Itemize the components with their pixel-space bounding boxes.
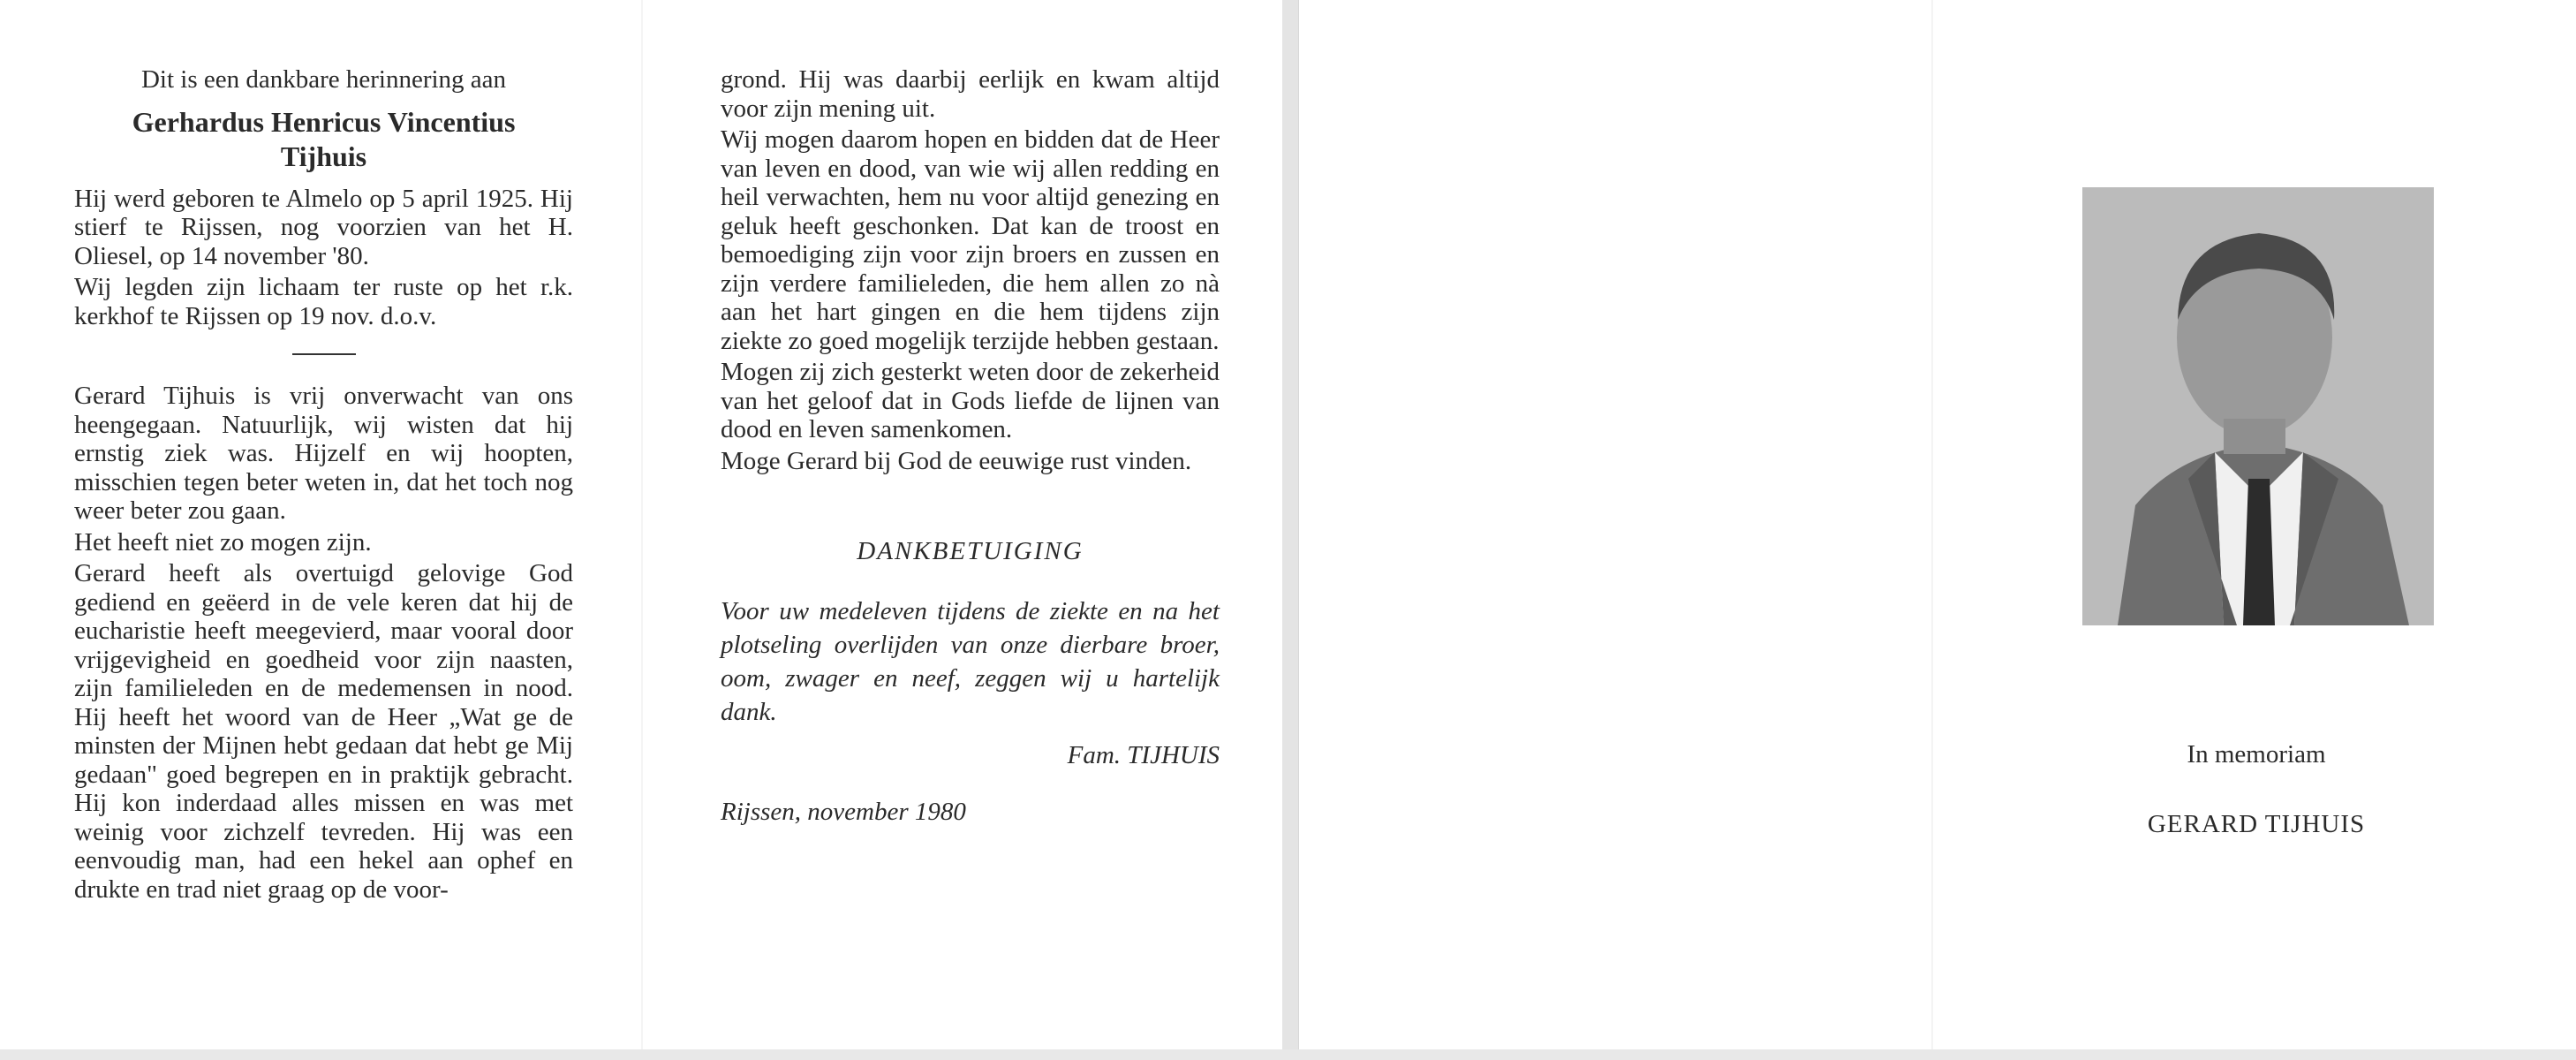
deceased-full-name xyxy=(74,105,573,174)
card-fold-outer xyxy=(1931,0,1933,1049)
divider-rule xyxy=(292,353,356,355)
eulogy-paragraph: grond. Hij was daarbij eerlijk en kwam altijd voor zijn mening uit. xyxy=(721,65,1220,123)
name-line-2: Tijhuis xyxy=(280,140,367,172)
eulogy-paragraph: Mogen zij zich gesterkt weten door de zekerheid van het geloof dat in Gods liefde de lijnen van dood en leven samenkomen. xyxy=(721,358,1220,443)
portrait-illustration xyxy=(2082,187,2434,625)
eulogy-paragraph: Gerard heeft als overtuigd gelovige God gediend en geëerd in de vele keren dat hij de eucharistie heeft meegevierd, maar vooral door vrijgevigheid en goedheid voor zijn naasten, zijn familieleden en de medemensen in nood. Hij heeft het woord van de Heer „Wat ge de minsten der Mijnen hebt gedaan dat hebt ge Mij gedaan" goed begrepen en in praktijk gebracht. Hij kon inderdaad alles missen en was met weinig voor zichzelf tevreden. Hij was een eenvoudig man, had een hekel aan ophef en drukte en trad niet graag op de voor- xyxy=(74,559,573,904)
burial-paragraph: Wij legden zijn lichaam ter ruste op het r.k. kerkhof te Rijssen op 19 nov. d.o.v. xyxy=(74,273,573,330)
eulogy-paragraph: Moge Gerard bij God de eeuwige rust vinden. xyxy=(721,446,1192,475)
eulogy-paragraph: Gerard Tijhuis is vrij onverwacht van ons heengegaan. Natuurlijk, wij wisten dat hij ernstig ziek was. Hijzelf en wij hoopten, misschien tegen beter weten in, dat het toch nog weer beter zou gaan. xyxy=(74,382,573,525)
memorial-text-column-right xyxy=(721,65,1220,829)
name-line-1: Gerhardus Henricus Vincentius xyxy=(132,105,516,138)
memorial-text-column-left xyxy=(74,65,573,906)
scan-bottom-edge xyxy=(0,1049,2576,1060)
scan-gap xyxy=(1282,0,1298,1060)
portrait-photo xyxy=(2082,187,2434,625)
thanks-heading: DANKBETUIGING xyxy=(857,537,1084,565)
in-memoriam-label: In memoriam xyxy=(2187,740,2326,768)
thanks-text: Voor uw medeleven tijdens de ziekte en na het plotseling overlijden van onze dierbare broer, oom, zwager en neef, zeggen wij u hartelijk dank. xyxy=(721,596,1220,726)
eulogy-paragraph: Wij mogen daarom hopen en bidden dat de Heer van leven en dood, van wie wij allen redding en heil verwachten, hem nu voor altijd genezing en geluk heeft geschonken. Dat kan de troost en bemoediging zijn voor zijn broers en zussen en zijn verdere familieleden, die hem allen zo nà aan het hart gingen en die hem tijdens zijn ziekte zo goed mogelijk terzijde hebben gestaan. xyxy=(721,125,1220,355)
cover-name: GERARD TIJHUIS xyxy=(2147,810,2366,838)
eulogy-paragraph: Het heeft niet zo mogen zijn. xyxy=(74,527,372,556)
card-fold-inner xyxy=(641,0,643,1049)
family-signature: Fam. TIJHUIS xyxy=(1067,740,1220,769)
intro-line: Dit is een dankbare herinnering aan xyxy=(140,65,507,94)
birth-death-paragraph: Hij werd geboren te Almelo op 5 april 1925. Hij stierf te Rijssen, nog voorzien van het H. Oliesel, op 14 november '80. xyxy=(74,184,573,270)
place-date: Rijssen, november 1980 xyxy=(721,798,966,826)
